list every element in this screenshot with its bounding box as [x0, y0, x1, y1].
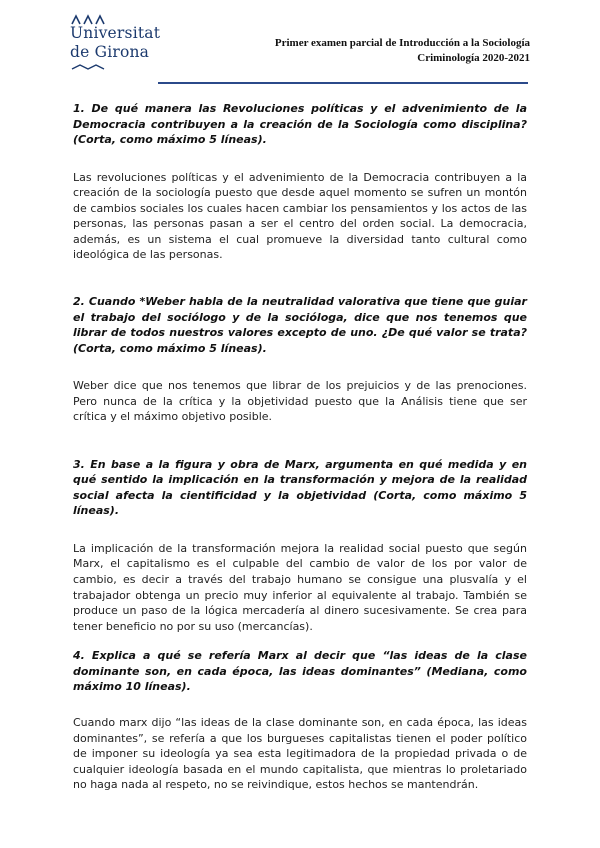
exam-title: Primer examen parcial de Introducción a la Sociología: [274, 37, 530, 49]
question-2: 2. Cuando *Weber habla de la neutralidad valorativa que tiene que guiar el trabajo del sociólogo y de la socióloga, dice que nos tenemos que librar de todos nuestros valores excepto de uno. ¿De qué valor se trata? (Corta, como máximo 5 líneas).: [73, 295, 527, 355]
answer-2: Weber dice que nos tenemos que librar de los prejuicios y de las prenociones. Pero nunca de la crítica y la objetividad puesto que la Análisis tiene que ser crítica y el máximo objetivo posible.: [73, 379, 527, 424]
logo-text-line2: de Girona: [70, 43, 150, 61]
header-divider: [158, 82, 528, 84]
question-3: 3. En base a la figura y obra de Marx, argumenta en qué medida y en qué sentido la implicación en la transformación y mejora de la realidad social afecta la cientificidad y la objetividad (Corta, como máximo 5 líneas).: [73, 457, 527, 518]
document-body: [73, 101, 527, 793]
university-logo: [70, 14, 170, 74]
document-title: [275, 36, 530, 66]
question-4: 4. Explica a qué se refería Marx al decir que “las ideas de la clase dominante son, en cada época, las ideas dominantes” (Mediana, como máximo 10 líneas).: [73, 649, 527, 694]
answer-3: La implicación de la transformación mejora la realidad social puesto que según Marx, el capitalismo es el culpable del cambio de valor de los por valor de cambio, es decir a través del trabajo humano se consigue una plusvalía y el trabajador obtenga un precio muy inferior al equivalente al trabajo. También se produce un paso de la lógica mercadería al dinero sucesivamente. Se crea para tener beneficio no por su uso (mercancías).: [73, 541, 527, 633]
course-year: Criminología 2020-2021: [417, 52, 530, 64]
logo-underline-icon: [70, 64, 110, 74]
question-1: 1. De qué manera las Revoluciones políticas y el advenimiento de la Democracia contribuyen a la creación de la Sociología como disciplina? (Corta, como máximo 5 líneas).: [73, 102, 527, 146]
logo-text-line1: Universitat: [70, 24, 161, 42]
answer-4: Cuando marx dijo “las ideas de la clase dominante son, en cada época, las ideas dominantes”, se refería a que los burgueses capitalistas tienen el poder político de imponer su ideología ya sea esta legitimadora de la propiedad privada o de cualquier ideología basada en el mundo capitalista, que mientras lo proletariado no haga nada al respeto, no se reivindique, estos hechos se mantendrán.: [73, 715, 527, 792]
answer-1: Las revoluciones políticas y el advenimiento de la Democracia contribuyen a la creación de la sociología puesto que desde aquel momento se sufren un montón de cambios sociales los cuales hacen cambiar los pensamientos y los actos de las personas, las personas pasan a ser el centro del orden social. La democracia, además, es un sistema el cual promueve la diversidad tanto cultural como ideológica de las personas.: [73, 170, 527, 262]
page-header: [70, 14, 530, 80]
